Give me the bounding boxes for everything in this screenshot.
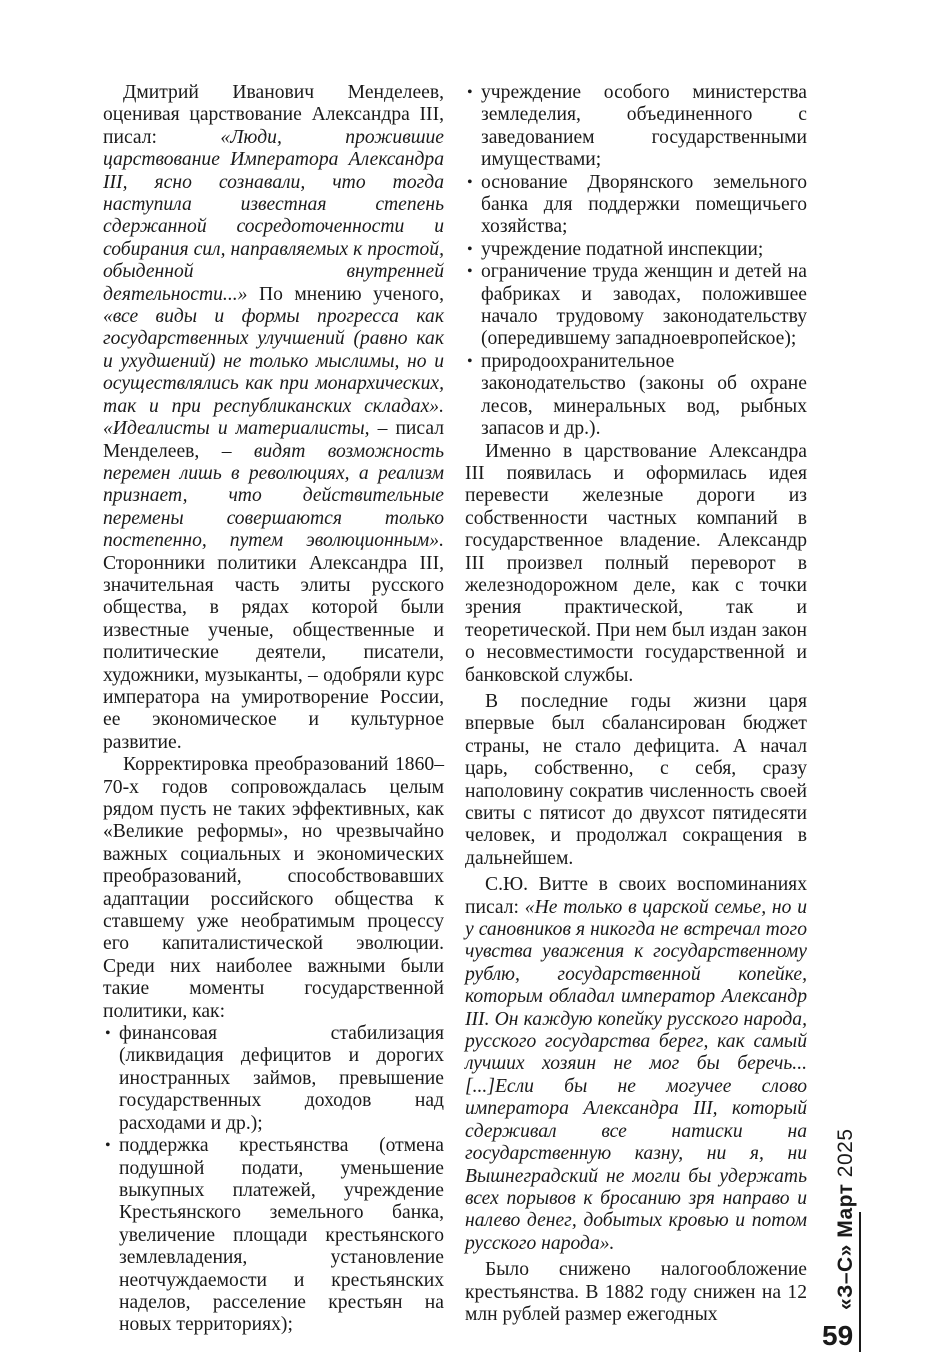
issue-year: 2025 (834, 1128, 857, 1178)
list-item: • основание Дворянского земельного банка для поддержки помещичьего хозяйства; (465, 172, 807, 239)
running-footer (826, 1010, 862, 1340)
paragraph-text: Сторонники политики Александра III, значительная часть элиты русского общества, в рядах которой были известные ученые, общественные и политические деятели, писатели, художники, музыканты, – одобряли курс императора на умиротворение России, ее экономическое и культурное развитие. (103, 552, 444, 753)
page-number: 59 (822, 1320, 854, 1351)
magazine-name: «З–С» (834, 1244, 857, 1310)
list-item: • учреждение податной инспекции; (465, 239, 807, 261)
paragraph-text: С.Ю. Витте в своих воспоминаниях писал: (465, 874, 807, 918)
quote: «Не только в царской семье, но и у сановников я никогда не встречал того чувства уважения к государственному рублю, государственной копейке, которым обладал император Александр III. Он каждую копейку русского народа, русского государства берег, как самый лучших хозяин не мог бы беречь...[...]Если бы не могучее слово императора Александра III, который сдерживал все натиски на государственную казну, ни я, ни Вышнеградский не могли бы удержать всех порывов к бросанию зря направо и налево денег, добытых кровью и потом русского народа». (465, 896, 807, 1254)
right-column (465, 82, 807, 1326)
paragraph-text: По мнению ученого, (247, 283, 444, 305)
paragraph: В последние годы жизни царя впервые был сбалансирован бюджет страны, не стало дефицита. А начал царь, собственно, с себя, сразу наполовину сократив численность своей свиты с пятисот до двухсот пятидесяти человек, и продолжал сокращения в дальнейшем. (465, 690, 807, 869)
paragraph (465, 874, 807, 1255)
list-item: • поддержка крестьянства (отмена подушной подати, уменьшение выкупных платежей, учреждение Крестьянского земельного банка, увеличение площади крестьянского землевладения, установление неотчуждаемости и крестьянских наделов, расселение крестьян на новых территориях); (103, 1135, 444, 1337)
footer-rule (859, 1212, 861, 1352)
quote: «все виды и формы прогресса как государственных улучшений (равно как и ухудшений) не только мыслимы, но и осуществлялись как при монархических, так и при республиканских складах». «Идеалисты и материалисты, (103, 306, 444, 440)
paragraph-text: – писал Менделеев, – (103, 418, 444, 462)
paragraph: Корректировка преобразований 1860–70-х годов сопровождалась целым рядом пусть не таких эффективных, как «Великие реформы», но чрезвычайно важных социальных и экономических преобразований, способствовавших адаптации российского общества к ставшему уже необратимым процессу его капиталистической эволюции. Среди них наиболее важными были такие моменты государственной политики, как: (103, 754, 444, 1022)
quote: видят возможность перемен лишь в революциях, а реализм признает, что действительные перемены совершаются только постепенно, путем эволюционным». (103, 440, 444, 552)
issue-month: Март (834, 1183, 857, 1238)
list-item: • ограничение труда женщин и детей на фабриках и заводах, положившее начало трудовому законодательству (опередившему западноевропейское); (465, 261, 807, 351)
list-item: • природоохранительное законодательство (законы об охране лесов, минеральных вод, рыбных запасов и др.). (465, 351, 807, 441)
magazine-issue-label (834, 1128, 858, 1310)
paragraph: Именно в царствование Александра III появилась и оформилась идея перевести железные дороги из собственности частных компаний в государственное владение. Александр III произвел полный переворот в железнодорожном деле, как с точки зрения практической, так и теоретической. При нем был издан закон о несовместимости государственной и банковской службы. (465, 440, 807, 686)
bullet-list (465, 82, 807, 441)
paragraph: Было снижено налогообложение крестьянства. В 1882 году снижен на 12 млн рублей размер ежегодных (465, 1259, 807, 1325)
left-column (103, 82, 444, 1337)
paragraph-text: Дмитрий Иванович Менделеев, оценивая царствование Александра III, писал: (103, 82, 444, 148)
list-item: • финансовая стабилизация (ликвидация дефицитов и дорогих иностранных займов, превышение государственных доходов над расходами и др.); (103, 1023, 444, 1135)
bullet-list (103, 1023, 444, 1337)
list-item: • учреждение особого министерства земледелия, объединенного с заведованием государственными имуществами; (465, 82, 807, 172)
paragraph (103, 82, 444, 754)
quote: «Люди, прожившие царствование Императора Александра III, ясно сознавали, что тогда наступила известная степень сдержанной сосредоточенности и собирания сил, направляемых к простой, обыденной внутренней деятельности...» (103, 126, 444, 305)
